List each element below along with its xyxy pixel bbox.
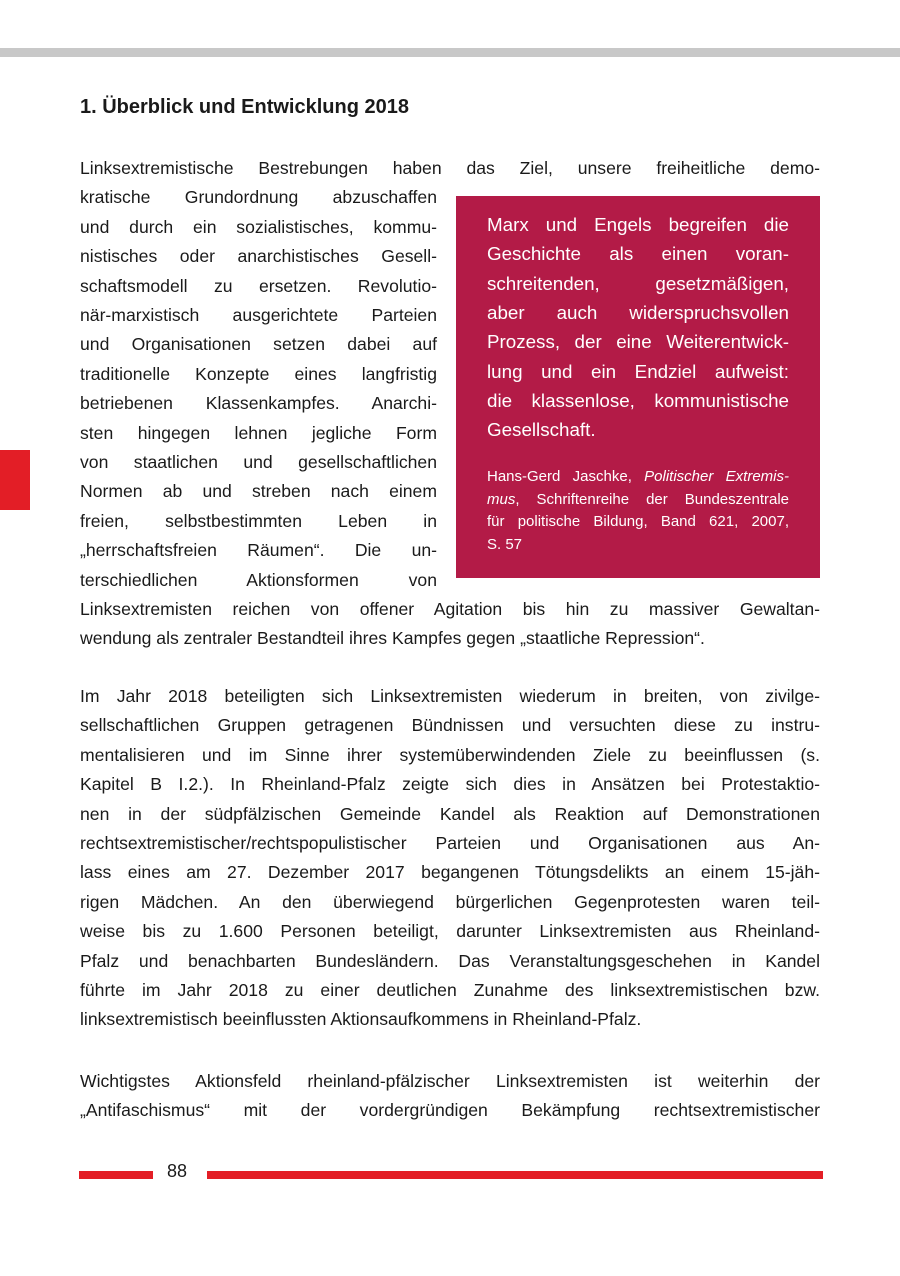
text-line: Wichtigstes Aktionsfeld rheinland-pfälzischer Linksextremisten ist weiterhin der bbox=[80, 1071, 820, 1091]
citation-line bbox=[487, 489, 789, 512]
text-line: führte im Jahr 2018 zu einer deutlichen Zunahme des linksextremistischen bzw. bbox=[80, 980, 820, 1000]
citation-title: mus bbox=[487, 490, 516, 508]
text-line: und durch ein sozialistisches, kommu- bbox=[80, 216, 437, 237]
citation-line: S. 57 bbox=[487, 536, 523, 554]
text-line: kratische Grundordnung abzuschaffen bbox=[80, 187, 437, 208]
text-line: terschiedlichen Aktionsformen von bbox=[80, 569, 437, 590]
text-line: Marx und Engels begreifen die bbox=[487, 214, 789, 235]
text-line: aber auch widerspruchsvollen bbox=[487, 301, 789, 323]
text-line: „herrschaftsfreien Räumen“. Die un- bbox=[80, 540, 437, 561]
text-line: wendung als zentraler Bestandteil ihres Kampfes gegen „staatliche Repression“. bbox=[80, 628, 705, 649]
text-line: Gesellschaft. bbox=[487, 419, 596, 441]
text-line: lung und ein Endziel aufweist: bbox=[487, 360, 789, 382]
section-heading: 1. Überblick und Entwicklung 2018 bbox=[80, 96, 409, 118]
text-line: schreitenden, gesetzmäßigen, bbox=[487, 272, 789, 294]
text-line: nistisches oder anarchistisches Gesell- bbox=[80, 246, 437, 267]
citation-title: Politischer Extremis- bbox=[644, 468, 789, 485]
citation-author: Hans-Gerd Jaschke, bbox=[487, 468, 645, 485]
text-line: Kapitel B I.2.). In Rheinland-Pfalz zeigte sich dies in Ansätzen bei Protestaktio- bbox=[80, 774, 820, 795]
citation-series: , Schriftenreihe der Bundeszentrale bbox=[515, 490, 789, 508]
citation-line: für politische Bildung, Band 621, 2007, bbox=[487, 513, 789, 531]
text-line: Normen ab und streben nach einem bbox=[80, 481, 437, 502]
text-line: schaftsmodell zu ersetzen. Revolutio- bbox=[80, 275, 437, 296]
text-line: Linksextremisten reichen von offener Agitation bis hin zu massiver Gewaltan- bbox=[80, 599, 820, 619]
text-line: rigen Mädchen. An den überwiegend bürgerlichen Gegenprotesten waren teil- bbox=[80, 891, 820, 912]
text-line: sten hingegen lehnen jegliche Form bbox=[80, 422, 437, 443]
text-line: rechtsextremistischer/rechtspopulistischer Parteien und Organisationen aus An- bbox=[80, 833, 820, 853]
header-rule bbox=[0, 48, 900, 57]
citation-line bbox=[487, 466, 789, 489]
text-line: sellschaftlichen Gruppen getragenen Bündnissen und versuchten diese zu instru- bbox=[80, 715, 820, 736]
footer-rule-left bbox=[79, 1171, 153, 1179]
page-number: 88 bbox=[167, 1161, 188, 1181]
text-line: linksextremistisch beeinflussten Aktionsaufkommens in Rheinland-Pfalz. bbox=[80, 1009, 642, 1030]
text-line: und Organisationen setzen dabei auf bbox=[80, 334, 437, 355]
quote-box bbox=[456, 196, 820, 578]
text-line: betriebenen Klassenkampfes. Anarchi- bbox=[80, 393, 437, 414]
text-line: Prozess, der eine Weiterentwick- bbox=[487, 331, 789, 353]
chapter-tab-marker bbox=[0, 450, 30, 510]
text-line: die klassenlose, kommunistische bbox=[487, 389, 789, 411]
text-line: när-marxistisch ausgerichtete Parteien bbox=[80, 305, 437, 325]
text-line: Im Jahr 2018 beteiligten sich Linksextremisten wiederum in breiten, von zivilge- bbox=[80, 686, 820, 706]
text-line: lass eines am 27. Dezember 2017 begangenen Tötungsdelikts an einem 15-jäh- bbox=[80, 862, 820, 883]
text-line: mentalisieren und im Sinne ihrer systemüberwindenden Ziele zu beeinflussen (s. bbox=[80, 744, 820, 765]
text-line: Pfalz und benachbarten Bundesländern. Das Veranstaltungsgeschehen in Kandel bbox=[80, 950, 820, 971]
text-line: von staatlichen und gesellschaftlichen bbox=[80, 452, 437, 472]
text-line: Linksextremistische Bestrebungen haben das Ziel, unsere freiheitliche demo- bbox=[80, 158, 820, 178]
text-line: freien, selbstbestimmten Leben in bbox=[80, 510, 437, 531]
text-line: weise bis zu 1.600 Personen beteiligt, darunter Linksextremisten aus Rheinland- bbox=[80, 921, 820, 942]
text-line: nen in der südpfälzischen Gemeinde Kandel als Reaktion auf Demonstrationen bbox=[80, 803, 820, 824]
text-line: Geschichte als einen voran- bbox=[487, 243, 789, 265]
footer-rule-right bbox=[207, 1171, 823, 1179]
text-line: „Antifaschismus“ mit der vordergründigen Bekämpfung rechtsextremistischer bbox=[80, 1100, 820, 1121]
text-line: traditionelle Konzepte eines langfristig bbox=[80, 363, 437, 384]
